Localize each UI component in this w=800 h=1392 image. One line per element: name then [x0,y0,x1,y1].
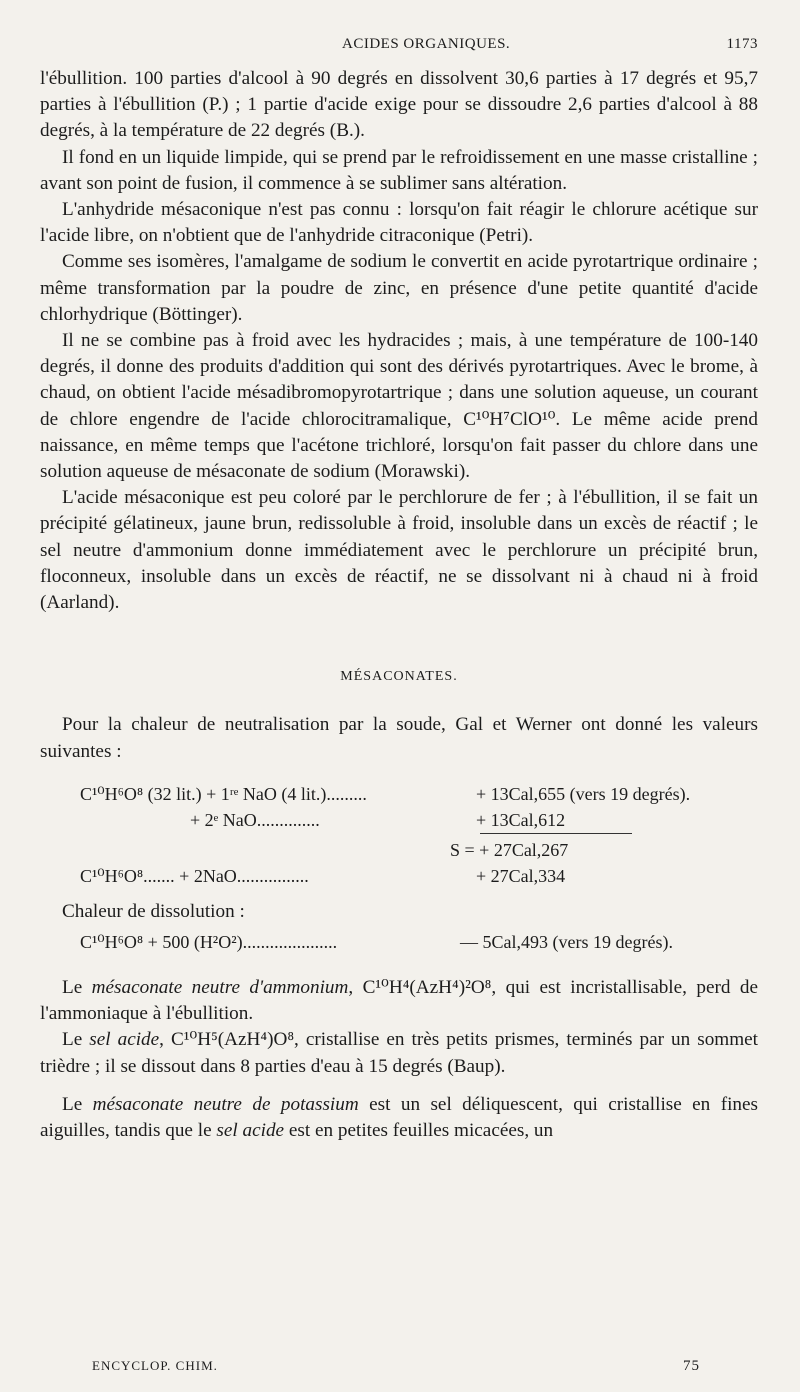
equation-row [40,807,758,833]
paragraph-label: Chaleur de dissolution : [62,900,245,922]
emphasis: mésaconate neutre d'ammonium [91,977,349,999]
dissolution-equation [40,929,758,955]
sum-rule [480,833,632,834]
equation-block [40,781,758,889]
paragraph: Le mésaconate neutre d'ammonium, C¹⁰H⁴(AzH⁴)²O⁸, qui est incristallisable, perd de l'ammoniaque à l'ébullition. [40,977,759,1025]
equation-left: C¹⁰H⁶O⁸....... + 2NaO................ [80,865,309,886]
paragraph: Le mésaconate neutre de potassium est un sel déliquescent, qui cristallise en fines aiguilles, tandis que le sel acide est en petites feuilles micacées, un [40,1093,758,1142]
equation-right: + 13Cal,655 (vers 19 degrés). [476,783,691,804]
equation-sum: S = + 27Cal,267 [450,839,569,860]
footer-signature: ENCYCLOP. CHIM. [92,1358,218,1373]
emphasis: mésaconate neutre de potassium [92,1093,359,1115]
paragraph: Il ne se combine pas à froid avec les hydracides ; mais, à une température de 100-140 degrés, il donne des produits d'addition qui sont des dérivés pyrotartriques. Avec le brome, à chaud, on obtient l'acide mésadibromopyrotartrique ; dans une solution aqueuse, un courant de chlore engendre de l'acide chlorocitramalique, C¹⁰H⁷ClO¹⁰. Le même acide prend naissance, en même temps que l'acétone trichloré, lorsqu'on fait passer du chlore dans une solution aqueuse de mésaconate de sodium (Morawski). [40,330,758,483]
page-number: 1173 [726,36,758,52]
equation-row [40,929,758,955]
equation-right: + 13Cal,612 [476,809,566,830]
paragraph: L'anhydride mésaconique n'est pas connu : lorsqu'on fait réagir le chlorure acétique sur l'acide libre, on n'obtient que de l'anhydride citraconique (Petri). [40,199,758,247]
emphasis: sel acide [89,1029,160,1051]
emphasis: sel acide [216,1120,285,1142]
equation-left: C¹⁰H⁶O⁸ + 500 (H²O²)..................... [80,932,338,953]
equation-right: + 27Cal,334 [476,865,566,886]
section-heading: MÉSACONATES. [340,669,458,685]
body-text [40,66,758,1144]
paragraph: L'acide mésaconique est peu coloré par le perchlorure de fer ; à l'ébullition, il se fait un précipité gélatineux, jaune brun, redissoluble à froid, insoluble dans un excès de réactif ; le sel neutre d'ammonium donne immédiatement avec le perchlorure un précipité brun, floconneux, insoluble dans un excès de réactif, ne se dissolvant ni à chaud ni à froid (Aarland). [40,487,758,614]
paragraph: Comme ses isomères, l'amalgame de sodium le convertit en acide pyrotartrique ordinaire ; même transformation par la poudre de zinc, en présence d'une petite quantité d'acide chlorhydrique (Böttinger). [40,251,758,325]
equation-row [40,781,758,807]
footer-sheet-number: 75 [683,1358,700,1374]
equation-row [40,837,758,863]
paragraph: l'ébullition. 100 parties d'alcool à 90 degrés en dissolvent 30,6 parties à 17 degrés et 95,7 parties à l'ébullition (P.) ; 1 partie d'acide exige pour se dissoudre 2,6 parties d'alcool à 88 degrés, à la température de 22 degrés (B.). [40,68,758,142]
paragraph: Il fond en un liquide limpide, qui se prend par le refroidissement en une masse cristalline ; avant son point de fusion, il commence à se sublimer sans altération. [40,146,758,194]
equation-left: + 2ᵉ NaO.............. [190,809,320,830]
equation-left: C¹⁰H⁶O⁸ (32 lit.) + 1ʳᵉ NaO (4 lit.)......... [80,783,367,804]
equation-row [40,863,758,889]
header-title: ACIDES ORGANIQUES. [342,36,511,52]
paragraph: Pour la chaleur de neutralisation par la soude, Gal et Werner ont donné les valeurs suivantes : [40,714,758,762]
equation-right: — 5Cal,493 (vers 19 degrés). [460,932,673,953]
paragraph: Le sel acide, C¹⁰H⁵(AzH⁴)O⁸, cristallise en très petits prismes, terminés par un sommet trièdre ; il se dissout dans 8 parties d'eau à 15 degrés (Baup). [40,1029,758,1077]
